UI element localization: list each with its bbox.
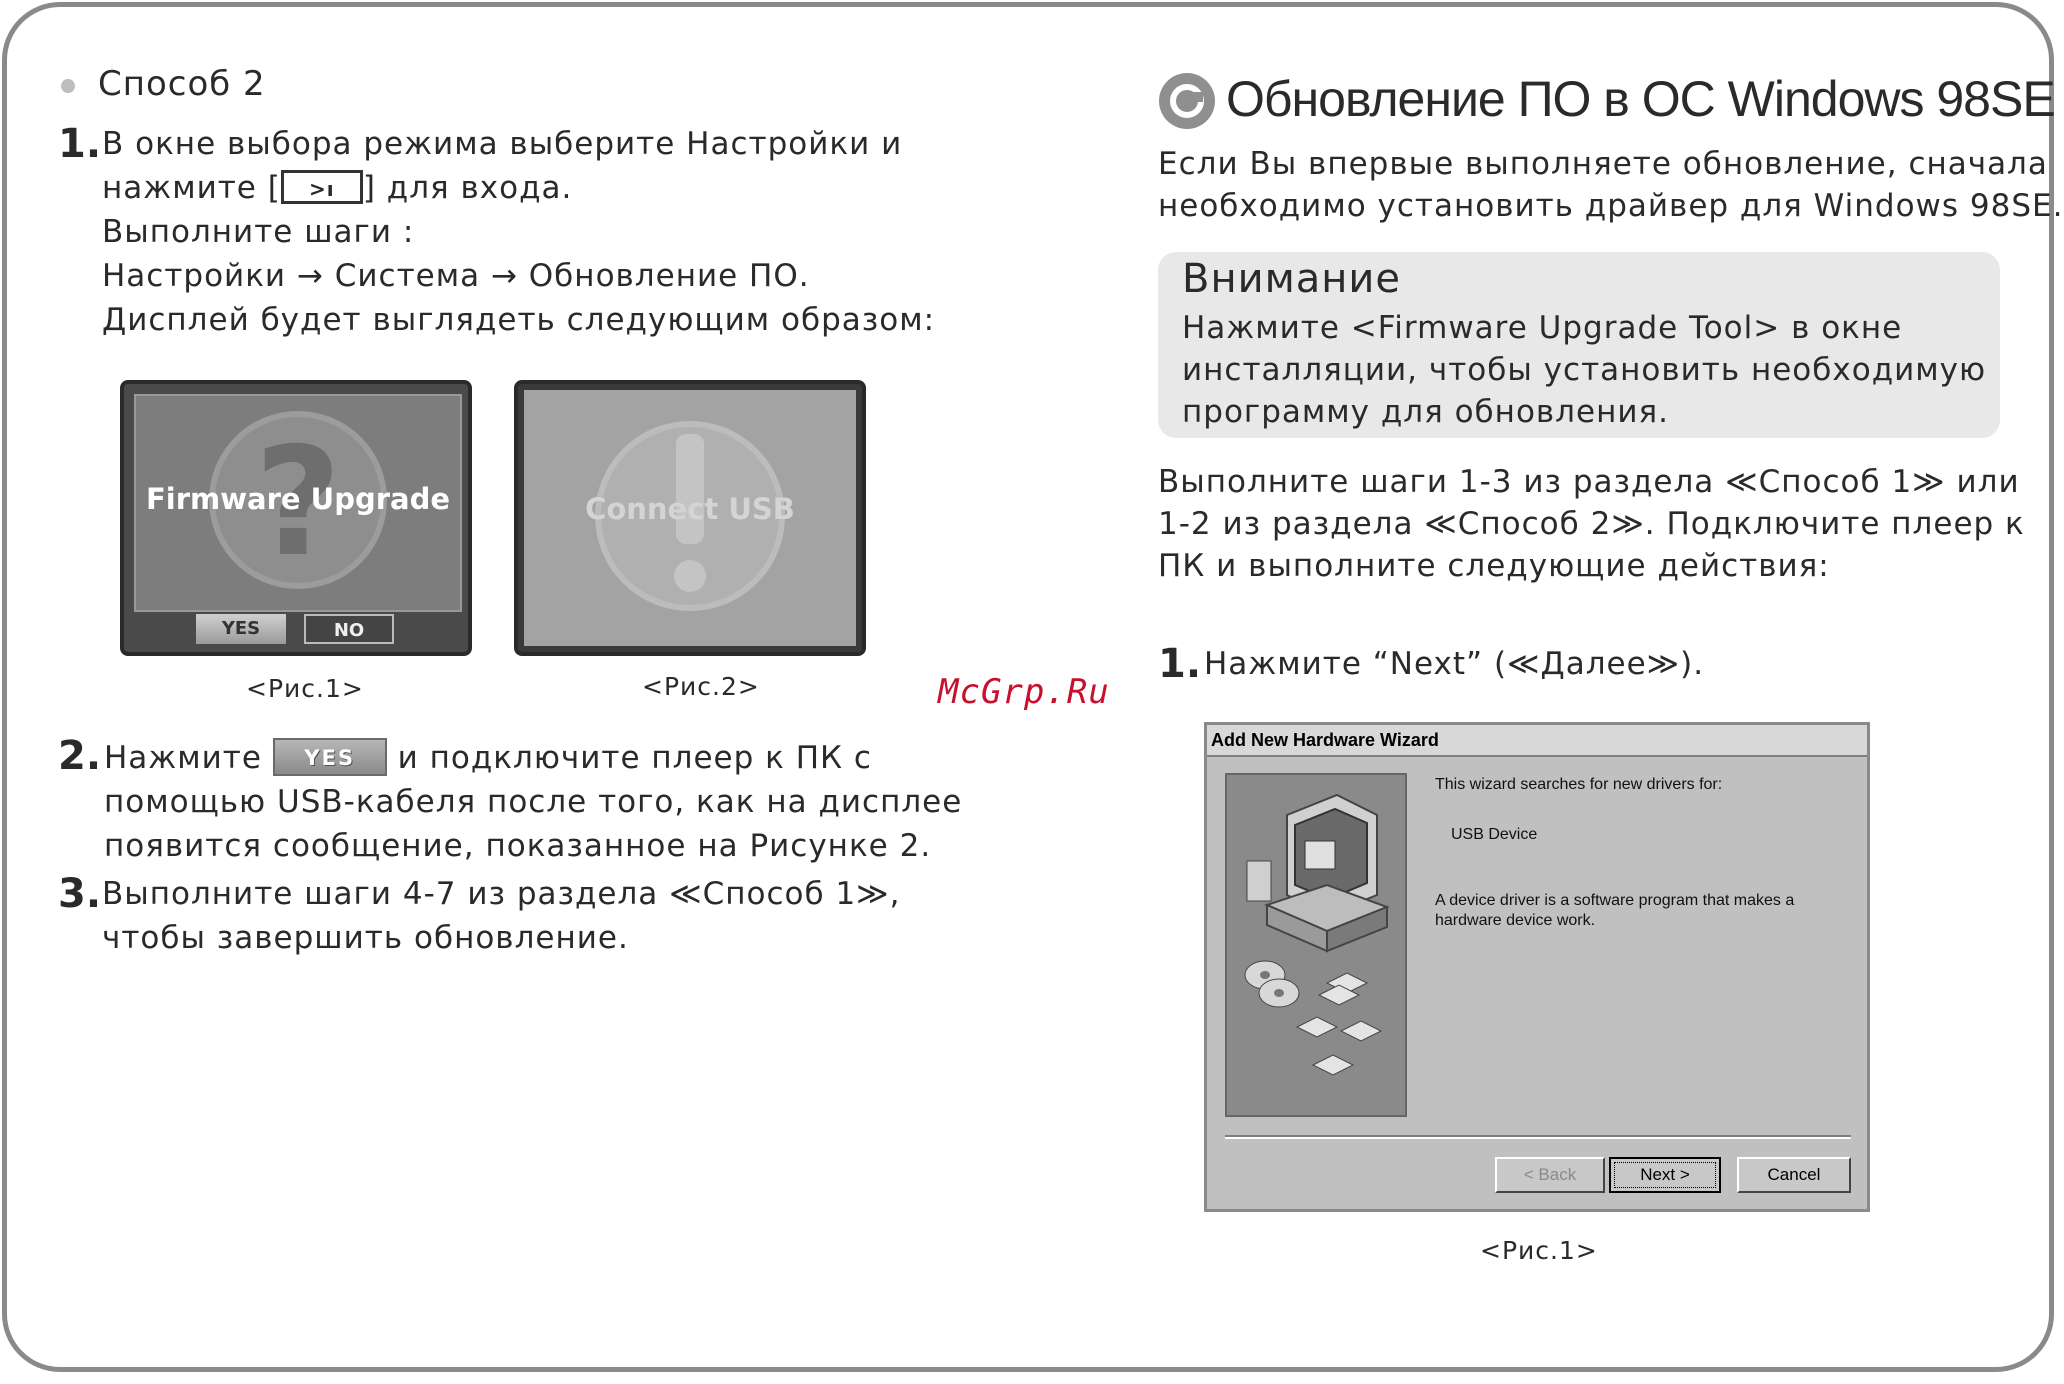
bullet-icon: [61, 79, 75, 93]
wizard-side-image: [1225, 773, 1407, 1117]
yes-button-icon: YES: [273, 738, 387, 776]
figure2-screen: [514, 380, 866, 656]
next-button[interactable]: Next >: [1609, 1157, 1721, 1193]
wizard-line2: A device driver is a software program that makes a: [1435, 892, 1795, 909]
wizard-divider: [1225, 1135, 1851, 1139]
play-key-icon: >ı: [281, 170, 363, 204]
warning-line1: Нажмите <Firmware Upgrade Tool> в окне: [1182, 310, 1903, 346]
figure1-no-button: NO: [304, 614, 394, 644]
para-line3: ПК и выполните следующие действия:: [1158, 548, 1830, 584]
step1-number: 1.: [58, 121, 102, 167]
step2-number: 2.: [58, 733, 102, 779]
figure1-screen: [120, 380, 472, 656]
step2-line1-b: и подключите плеер к ПК с: [397, 740, 872, 776]
step1-line2-b: ] для входа.: [362, 170, 573, 206]
intro-line2: необходимо установить драйвер для Windows 98SE.: [1158, 188, 2064, 224]
figure2-display: [524, 390, 856, 646]
step2-line1-a: Нажмите: [104, 740, 262, 776]
wizard-device-name: USB Device: [1451, 826, 1538, 843]
para-line1: Выполните шаги 1-3 из раздела ≪Способ 1≫ или: [1158, 464, 2020, 500]
svg-text:?: ?: [254, 416, 342, 590]
warning-title: Внимание: [1182, 256, 1402, 302]
step3-line2: чтобы завершить обновление.: [102, 920, 629, 956]
para-line2: 1-2 из раздела ≪Способ 2≫. Подключите плеер к: [1158, 506, 2025, 542]
wizard-dialog: [1204, 722, 1870, 1212]
step1-line3: Выполните шаги :: [102, 214, 415, 250]
step3-number: 3.: [58, 871, 102, 917]
figure2-caption: <Рис.2>: [642, 672, 760, 701]
section-c-icon: [1158, 72, 1216, 130]
figure1-yes-button: YES: [196, 614, 286, 644]
figure1-display: [134, 394, 462, 612]
figure2-title: Connect USB: [585, 492, 795, 526]
step1-line2: [102, 166, 572, 210]
back-button[interactable]: < Back: [1495, 1157, 1605, 1193]
section-title: Способ 2: [98, 64, 266, 104]
cancel-button[interactable]: Cancel: [1737, 1157, 1851, 1193]
wizard-caption: <Рис.1>: [1480, 1236, 1598, 1265]
warning-line2: инсталляции, чтобы установить необходимую: [1182, 352, 1987, 388]
right-step1-number: 1.: [1158, 641, 1202, 687]
wizard-line3: hardware device work.: [1435, 912, 1596, 929]
step1-line5: Дисплей будет выглядеть следующим образом:: [102, 302, 936, 338]
wizard-title: Add New Hardware Wizard: [1207, 725, 1867, 755]
step1-line4: Настройки → Система → Обновление ПО.: [102, 258, 810, 294]
wizard-line1: This wizard searches for new drivers for:: [1435, 776, 1723, 793]
wizard-title-separator: [1207, 755, 1867, 757]
right-step1-text: Нажмите “Next” (≪Далее≫).: [1204, 646, 1705, 682]
figure1-caption: <Рис.1>: [246, 674, 364, 703]
step3-line1: Выполните шаги 4-7 из раздела ≪Способ 1≫,: [102, 876, 901, 912]
warning-line3: программу для обновления.: [1182, 394, 1669, 430]
step2-line1: [104, 736, 872, 780]
step2-line3: появится сообщение, показанное на Рисунке 2.: [104, 828, 932, 864]
figure1-title: Firmware Upgrade: [145, 482, 451, 516]
page-heading: Обновление ПО в ОС Windows 98SE: [1226, 71, 2055, 127]
step2-line2: помощью USB-кабеля после того, как на дисплее: [104, 784, 963, 820]
computer-and-disks-icon: [1227, 775, 1405, 1115]
step1-line1: В окне выбора режима выберите Настройки и: [102, 126, 903, 162]
watermark: McGrp.Ru: [938, 672, 1110, 712]
intro-line1: Если Вы впервые выполняете обновление, сначала: [1158, 146, 2048, 182]
step1-line2-a: нажмите [: [102, 170, 281, 206]
